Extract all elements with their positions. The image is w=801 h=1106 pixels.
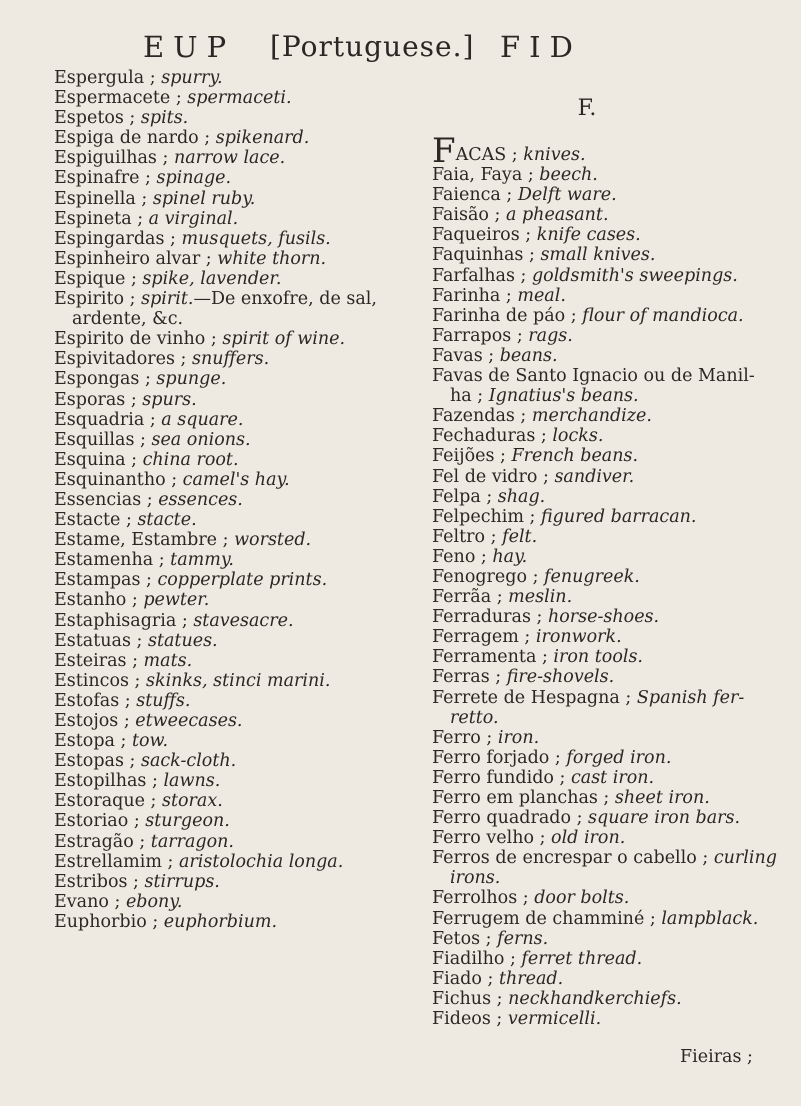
dictionary-entry (432, 507, 792, 527)
entry-term: Felpechim ; (432, 506, 541, 527)
entry-term: Ferraduras ; (432, 607, 548, 628)
catchword: Fieiras ; (680, 1047, 753, 1067)
entry-term: Estanho ; (54, 590, 144, 611)
entry-gloss: tammy. (170, 550, 234, 571)
entry-term: Espineta ; (54, 208, 149, 229)
dictionary-entry (54, 249, 354, 269)
dictionary-entry (54, 450, 354, 470)
entry-term: Esquadria ; (54, 409, 162, 430)
dictionary-entry (54, 329, 354, 349)
entry-term: ACAS ; (455, 145, 524, 165)
dictionary-entry (54, 811, 354, 831)
dictionary-entry (432, 667, 792, 687)
entry-term: Faienca ; (432, 185, 518, 206)
entry-gloss: stacte. (137, 510, 197, 531)
entry-term: Ferro forjado ; (432, 747, 567, 768)
dictionary-entry (432, 868, 792, 888)
dictionary-entry (432, 788, 792, 808)
dictionary-entry (432, 929, 792, 949)
dictionary-entry (432, 131, 792, 171)
dictionary-entry (432, 266, 792, 286)
header-left-guideword: EUP (143, 30, 236, 64)
dictionary-entry (432, 748, 792, 768)
entry-term: Fechaduras ; (432, 426, 553, 447)
dictionary-entry (432, 165, 792, 185)
entry-gloss: mats. (143, 650, 193, 671)
entry-gloss: flour of mandioca. (582, 305, 744, 326)
dictionary-entry (54, 490, 354, 510)
entry-gloss: tarragon. (150, 831, 234, 852)
entry-term: Ferramenta ; (432, 647, 554, 668)
entry-term: Ferro fundido ; (432, 767, 571, 788)
entry-gloss: irons. (450, 868, 501, 889)
entry-gloss: spinel ruby. (152, 188, 256, 209)
entry-term: Espinheiro alvar ; (54, 248, 218, 269)
dictionary-entry (432, 1009, 792, 1029)
entry-gloss: forged iron. (566, 747, 672, 768)
entry-gloss: felt. (502, 526, 538, 547)
entry-gloss: merchandize. (531, 406, 652, 427)
entry-gloss: sturgeon. (145, 811, 230, 832)
section-letter: F. (577, 96, 597, 121)
entry-gloss: worsted. (234, 530, 312, 551)
entry-term: Esquina ; (54, 449, 143, 470)
entry-gloss: vermicelli. (507, 1009, 602, 1030)
entry-gloss: a pheasant. (505, 205, 609, 226)
dictionary-entry (54, 390, 354, 410)
dictionary-entry (54, 671, 354, 691)
entry-term: ardente, &c. (72, 309, 184, 330)
dictionary-entry (54, 570, 354, 590)
entry-term: Fiado ; (432, 968, 499, 989)
entry-gloss: spunge. (156, 369, 227, 390)
entry-gloss: musquets, fusils. (181, 228, 331, 249)
dictionary-entry (432, 245, 792, 265)
dictionary-entry (432, 406, 792, 426)
entry-gloss: stuffs. (136, 690, 191, 711)
dictionary-entry (54, 631, 354, 651)
entry-gloss: cast iron. (570, 767, 655, 788)
entry-term: Farinha ; (432, 285, 518, 306)
entry-gloss: stavesacre. (193, 610, 294, 631)
dictionary-entry (432, 326, 792, 346)
dictionary-entry (54, 912, 354, 932)
dictionary-entry (432, 768, 792, 788)
entry-gloss: euphorbium. (163, 911, 278, 932)
entry-term: Estribos ; (54, 871, 145, 892)
dictionary-entry (432, 386, 792, 406)
entry-gloss: figured barracan. (540, 506, 697, 527)
dictionary-entry (432, 286, 792, 306)
entry-term: Fideos ; (432, 1009, 508, 1030)
entry-term: Ferro velho ; (432, 828, 552, 849)
entry-gloss: china root. (142, 449, 239, 470)
dictionary-entry (54, 751, 354, 771)
dictionary-entry (432, 989, 792, 1009)
entry-gloss: spurs. (142, 389, 197, 410)
entry-term: Estoraque ; (54, 791, 162, 812)
entry-term: Farfalhas ; (432, 265, 532, 286)
dictionary-entry (432, 607, 792, 627)
entry-term: Espiguilhas ; (54, 148, 174, 169)
entry-term: Espiga de nardo ; (54, 128, 216, 149)
entry-term: Fazendas ; (432, 406, 532, 427)
dictionary-entry (432, 848, 792, 868)
entry-term: Favas ; (432, 345, 500, 366)
entry-term: Ferras ; (432, 667, 507, 688)
entry-gloss: thread. (498, 968, 564, 989)
entry-term: Faquinhas ; (432, 245, 541, 266)
dictionary-entry (432, 969, 792, 989)
entry-gloss: shag. (497, 486, 546, 507)
entry-term: Faqueiros ; (432, 225, 537, 246)
entry-gloss: Spanish fer- (636, 687, 745, 708)
dictionary-entry (432, 527, 792, 547)
entry-term: Espique ; (54, 268, 143, 289)
dictionary-entry (54, 88, 354, 108)
dictionary-entry (54, 128, 354, 148)
entry-term: Estatuas ; (54, 630, 148, 651)
dictionary-entry (432, 205, 792, 225)
drop-cap: F (432, 131, 456, 171)
dictionary-entry (432, 467, 792, 487)
entry-gloss: lampblack. (661, 908, 759, 929)
entry-gloss: a virginal. (148, 208, 239, 229)
entry-gloss: iron tools. (553, 647, 643, 668)
entry-term: Espingardas ; (54, 228, 182, 249)
dictionary-entry (432, 487, 792, 507)
dictionary-entry (54, 369, 354, 389)
entry-term: Estofas ; (54, 690, 137, 711)
entry-gloss: etweecases. (135, 711, 243, 731)
entry-gloss: horse-shoes. (547, 607, 660, 628)
dictionary-entry (54, 209, 354, 229)
dictionary-entry (54, 892, 354, 912)
entry-term: Essencias ; (54, 489, 159, 510)
dictionary-entry (432, 225, 792, 245)
entry-term: Esquinantho ; (54, 469, 183, 490)
dictionary-entry (432, 949, 792, 969)
entry-term: Evano ; (54, 891, 126, 912)
entry-gloss: ferret thread. (521, 948, 643, 969)
entry-term: Esporas ; (54, 389, 143, 410)
entry-gloss: door bolts. (534, 888, 630, 909)
dictionary-entry (54, 410, 354, 430)
entry-gloss: pewter. (143, 590, 210, 611)
entry-gloss: neckhandkerchiefs. (508, 988, 682, 1009)
entry-gloss: Delft ware. (517, 185, 617, 206)
entry-gloss: camel's hay. (182, 469, 290, 490)
dictionary-entry (54, 349, 354, 369)
dictionary-entry (54, 852, 354, 872)
dictionary-entry (54, 590, 354, 610)
running-header (0, 30, 801, 64)
entry-term: Estopas ; (54, 751, 141, 772)
entry-term: Ferrolhos ; (432, 888, 535, 909)
dictionary-entry (432, 708, 792, 728)
dictionary-entry (432, 446, 792, 466)
entry-term: Estampas ; (54, 570, 158, 591)
dictionary-entry (54, 309, 354, 329)
entry-gloss: locks. (552, 426, 604, 447)
entry-term: Farinha de páo ; (432, 305, 583, 326)
entry-term: Estaphisagria ; (54, 610, 194, 631)
dictionary-entry (54, 68, 354, 88)
entry-gloss: beans. (499, 345, 558, 366)
entry-gloss: spits. (140, 108, 189, 129)
entry-gloss: white thorn. (217, 248, 327, 269)
entry-gloss: fenugreek. (544, 566, 640, 587)
dictionary-entry (432, 306, 792, 326)
entry-gloss: curling (713, 848, 777, 869)
entry-gloss: spikenard. (215, 128, 310, 149)
entry-gloss: meal. (517, 285, 566, 306)
dictionary-entry (432, 547, 792, 567)
dictionary-entry (54, 550, 354, 570)
entry-gloss: ferns. (497, 928, 549, 949)
dictionary-entry (54, 269, 354, 289)
dictionary-entry (54, 791, 354, 811)
entry-term: Esquillas ; (54, 429, 152, 450)
entry-term: Feijões ; (432, 446, 512, 467)
entry-term: Ferro ; (432, 727, 498, 748)
entry-term: Estame, Estambre ; (54, 530, 235, 551)
header-language-label: [Portuguese.] (270, 30, 475, 63)
entry-term: Fiadilho ; (432, 948, 522, 969)
entry-gloss: spermaceti. (187, 88, 292, 109)
dictionary-entry (432, 728, 792, 748)
dictionary-entry (432, 627, 792, 647)
entry-gloss: knife cases. (536, 225, 641, 246)
entry-gloss: sheet iron. (614, 788, 710, 808)
dictionary-entry (432, 587, 792, 607)
dictionary-entry (54, 651, 354, 671)
entry-gloss: French beans. (511, 446, 639, 467)
dictionary-entry (432, 888, 792, 908)
right-entries (432, 131, 792, 1030)
entry-gloss: meslin. (508, 587, 573, 608)
dictionary-entry (54, 510, 354, 530)
entry-term: Ferrãa ; (432, 587, 509, 608)
dictionary-entry (432, 688, 792, 708)
entry-term: Espivitadores ; (54, 349, 192, 370)
entry-gloss: essences. (158, 489, 243, 510)
dictionary-entry (432, 366, 792, 386)
entry-gloss: lawns. (163, 771, 221, 792)
entry-gloss: sack-cloth. (140, 751, 237, 772)
entry-gloss: rags. (528, 325, 573, 346)
entry-gloss: skinks, stinci marini. (146, 670, 331, 691)
entry-gloss: sandiver. (554, 466, 635, 487)
entry-term: Fetos ; (432, 928, 498, 949)
entry-term: Estamenha ; (54, 550, 171, 571)
dictionary-entry (432, 346, 792, 366)
entry-term: Estacte ; (54, 510, 138, 531)
entry-term: Espongas ; (54, 369, 157, 390)
dictionary-entry (54, 148, 354, 168)
entry-term: Fenogrego ; (432, 566, 545, 587)
dictionary-entry (54, 691, 354, 711)
entry-gloss: retto. (450, 707, 499, 728)
entry-gloss: beech. (539, 165, 598, 186)
dictionary-entry (54, 229, 354, 249)
entry-gloss: spike, lavender. (142, 268, 282, 289)
dictionary-entry (54, 289, 377, 310)
entry-term: Espetos ; (54, 108, 141, 129)
entry-term: ha ; (450, 386, 489, 407)
dictionary-entry (432, 647, 792, 667)
entry-term: Ferragem ; (432, 627, 536, 648)
dictionary-entry (432, 185, 792, 205)
entry-term: Ferro quadrado ; (432, 808, 589, 829)
dictionary-entry (54, 711, 354, 731)
dictionary-entry (432, 909, 792, 929)
entry-term: Favas de Santo Ignacio ou de Manil- (432, 366, 755, 387)
entry-extra: —De enxofre, de sal, (193, 289, 377, 310)
entry-term: Fichus ; (432, 988, 509, 1009)
entry-term: Euphorbio ; (54, 911, 164, 932)
dictionary-entry (432, 828, 792, 848)
entry-term: Estoriao ; (54, 811, 146, 832)
entry-gloss: hay. (492, 546, 528, 567)
dictionary-entry (54, 611, 354, 631)
entry-term: Espirito de vinho ; (54, 329, 223, 350)
dictionary-entry (54, 168, 354, 188)
entry-gloss: Ignatius's beans. (488, 386, 639, 407)
dictionary-entry (54, 832, 354, 852)
entry-term: Ferro em planchas ; (432, 788, 615, 808)
entry-gloss: copperplate prints. (157, 570, 328, 591)
entry-term: Faisão ; (432, 205, 506, 226)
dictionary-entry (54, 189, 354, 209)
entry-gloss: iron. (497, 727, 540, 748)
entry-term: Fel de vidro ; (432, 466, 555, 487)
dictionary-entry (432, 426, 792, 446)
left-column (54, 68, 377, 932)
dictionary-entry (54, 430, 354, 450)
entry-gloss: knives. (523, 145, 586, 165)
entry-term: Ferrugem de chamminé ; (432, 908, 662, 929)
entry-gloss: spirit. (141, 289, 194, 310)
dictionary-entry (54, 530, 354, 550)
entry-gloss: old iron. (551, 828, 626, 849)
entry-gloss: aristolochia longa. (178, 851, 344, 872)
right-column (432, 68, 792, 1029)
entry-gloss: ebony. (125, 891, 183, 912)
dictionary-entry (54, 470, 354, 490)
entry-term: Esteiras ; (54, 650, 144, 671)
entry-term: Espinella ; (54, 188, 153, 209)
entry-term: Estincos ; (54, 670, 146, 691)
entry-term: Feltro ; (432, 526, 503, 547)
entry-gloss: small knives. (540, 245, 656, 266)
entry-gloss: a square. (161, 409, 244, 430)
entry-gloss: ironwork. (535, 627, 622, 648)
entry-gloss: spinage. (156, 168, 232, 189)
entry-gloss: square iron bars. (588, 808, 741, 829)
entry-term: Feno ; (432, 546, 493, 567)
entry-gloss: spirit of wine. (222, 329, 346, 350)
entry-term: Espergula ; (54, 68, 162, 88)
entry-gloss: spurry. (161, 68, 223, 88)
entry-term: Faia, Faya ; (432, 165, 540, 186)
entry-gloss: goldsmith's sweepings. (531, 265, 738, 286)
dictionary-entry (432, 567, 792, 587)
entry-gloss: statues. (147, 630, 218, 651)
entry-term: Estrellamim ; (54, 851, 179, 872)
dictionary-entry (54, 872, 354, 892)
entry-term: Espinafre ; (54, 168, 157, 189)
entry-term: Estojos ; (54, 711, 136, 731)
entry-gloss: narrow lace. (173, 148, 286, 169)
dictionary-entry (54, 771, 354, 791)
entry-term: Espermacete ; (54, 88, 188, 109)
header-right-guideword: FID (500, 30, 582, 64)
entry-term: Estopa ; (54, 731, 132, 752)
entry-gloss: storax. (161, 791, 223, 812)
entry-term: Ferros de encrespar o cabello ; (432, 848, 714, 869)
entry-term: Estopilhas ; (54, 771, 164, 792)
entry-gloss: fire-shovels. (506, 667, 615, 688)
entry-gloss: stirrups. (144, 871, 220, 892)
entry-term: Ferrete de Hespagna ; (432, 687, 637, 708)
entry-term: Estragão ; (54, 831, 151, 852)
dictionary-entry (54, 108, 354, 128)
dictionary-entry (432, 808, 792, 828)
entry-gloss: snuffers. (191, 349, 270, 370)
entry-gloss: sea onions. (151, 429, 251, 450)
entry-term: Farrapos ; (432, 325, 529, 346)
dictionary-entry (54, 731, 354, 751)
entry-term: Espirito ; (54, 289, 142, 310)
entry-gloss: tow. (131, 731, 169, 752)
entry-term: Felpa ; (432, 486, 498, 507)
